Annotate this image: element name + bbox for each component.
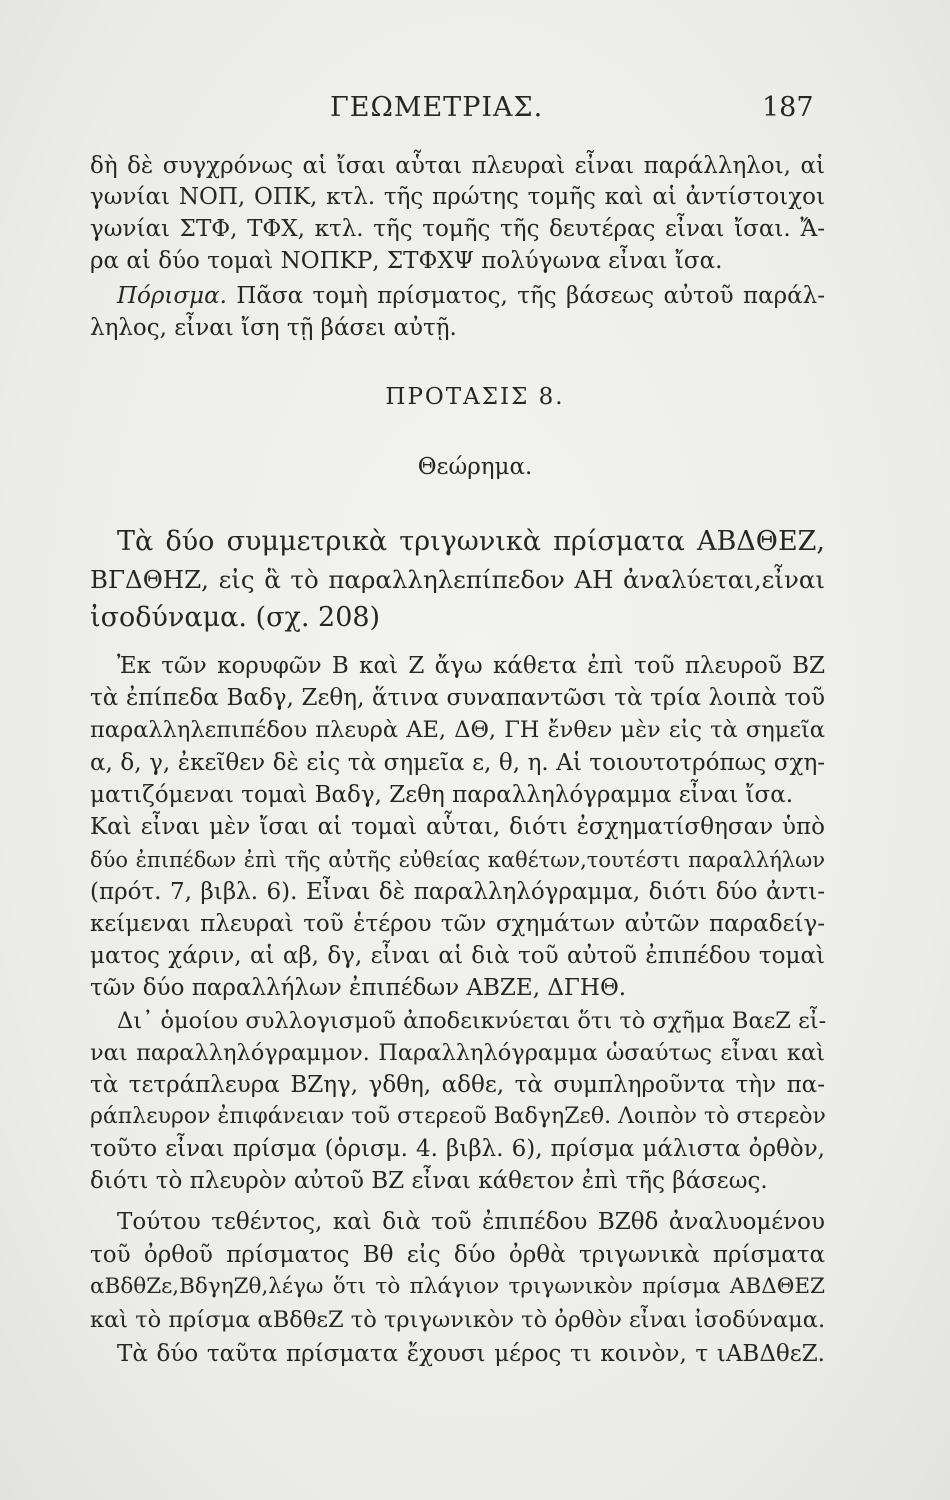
statement-line: ΒΓΔΘΗΖ, εἰς ἃ τὸ παραλληλεπίπεδον ΑΗ ἀναλύεται,εἶναι	[90, 565, 825, 594]
running-head	[0, 88, 950, 128]
text-line: τοῦτο εἶναι πρίσμα (ὁρισμ. 4. βιβλ. 6), πρίσμα μάλιστα ὀρθὸν,	[90, 1136, 825, 1162]
text-line: κείμεναι πλευραὶ τοῦ ἑτέρου τῶν σχημάτων αὐτῶν παραδείγ-	[90, 911, 825, 937]
text-line: Καὶ εἶναι μὲν ἴσαι αἱ τομαὶ αὗται, διότι ἐσχηματίσθησαν ὑπὸ	[90, 814, 825, 840]
text-line: (πρότ. 7, βιβλ. 6). Εἶναι δὲ παραλληλόγραμμα, διότι δύο ἀντι-	[90, 879, 825, 905]
text-line: δὴ δὲ συγχρόνως αἱ ἴσαι αὗται πλευραὶ εἶναι παράλληλοι, αἱ	[90, 153, 825, 179]
statement-line: Τὰ δύο συμμετρικὰ τριγωνικὰ πρίσματα ΑΒΔΘΕΖ,	[117, 526, 825, 557]
text-line: Ἐκ τῶν κορυφῶν Β καὶ Ζ ἄγω κάθετα ἐπὶ τοῦ πλευροῦ ΒΖ	[117, 653, 825, 679]
porisma-text: Πᾶσα τομὴ πρίσματος, τῆς βάσεως αὐτοῦ παράλ-	[236, 283, 826, 309]
text-line: Τούτου τεθέντος, καὶ διὰ τοῦ ἐπιπέδου ΒΖθδ ἀναλυομένου	[117, 1209, 825, 1235]
text-line: παραλληλεπιπέδου πλευρὰ ΑΕ, ΔΘ, ΓΗ ἔνθεν μὲν εἰς τὰ σημεῖα	[90, 717, 825, 743]
text-line: ρα αἱ δύο τομαὶ ΝΟΠΚΡ, ΣΤΦΧΨ πολύγωνα εἶναι ἴσα.	[90, 248, 723, 274]
text-line: ματος χάριν, αἱ αβ, δγ, εἶναι αἱ διὰ τοῦ αὐτοῦ ἐπιπέδου τομαὶ	[90, 943, 825, 969]
text-line: τῶν δύο παραλλήλων ἐπιπέδων ΑΒΖΕ, ΔΓΗΘ.	[90, 975, 627, 1001]
text-line: Τὰ δύο ταῦτα πρίσματα ἔχουσι μέρος τι κοινὸν, τ ιΑΒΔθεΖ.	[117, 1341, 825, 1367]
text-line: ράπλευρον ἐπιφάνειαν τοῦ στερεοῦ ΒαδγηΖεθ. Λοιπὸν τὸ στερεὸν	[90, 1104, 826, 1129]
text-line: γωνίαι ΣΤΦ, ΤΦΧ, κτλ. τῆς τομῆς τῆς δευτέρας εἶναι ἴσαι. Ἄ-	[90, 216, 825, 242]
text-line: διότι τὸ πλευρὸν αὐτοῦ ΒΖ εἶναι κάθετον ἐπὶ τῆς βάσεως.	[90, 1168, 768, 1194]
text-line: γωνίαι ΝΟΠ, ΟΠΚ, κτλ. τῆς πρώτης τομῆς καὶ αἱ ἀντίστοιχοι	[90, 184, 825, 210]
text-line: τὰ τετράπλευρα ΒΖηγ, γδθη, αδθε, τὰ συμπληροῦντα τὴν πα-	[90, 1072, 825, 1098]
text-line: ληλος, εἶναι ἴση τῇ βάσει αὐτῇ.	[90, 315, 457, 341]
text-line: τοῦ ὀρθοῦ πρίσματος Βθ εἰς δύο ὀρθὰ τριγωνικὰ πρίσματα	[90, 1242, 825, 1268]
text-line: δύο ἐπιπέδων ἐπὶ τῆς αὐτῆς εὐθείας καθέτων,τουτέστι παραλλήλων	[90, 848, 825, 872]
page-number: 187	[762, 92, 814, 123]
text-line: ναι παραλληλόγραμμον. Παραλληλόγραμμα ὡσαύτως εἶναι καὶ	[90, 1040, 825, 1066]
text-line: α, δ, γ, ἐκεῖθεν δὲ εἰς τὰ σημεῖα ε, θ, η. Αἱ τοιουτοτρόπως σχη-	[90, 750, 825, 776]
porisma-line	[117, 281, 825, 311]
text-line: τὰ ἐπίπεδα Βαδγ, Ζεθη, ἅτινα συναπαντῶσι τὰ τρία λοιπὰ τοῦ	[90, 685, 825, 711]
porisma-label: Πόρισμα.	[117, 283, 227, 309]
text-line: ματιζόμεναι τομαὶ Βαδγ, Ζεθη παραλληλόγραμμα εἶναι ἴσα.	[90, 782, 794, 808]
running-head-title: ΓΕΩΜΕΤΡΙΑΣ.	[330, 92, 544, 123]
statement-line: ἰσοδύναμα. (σχ. 208)	[90, 602, 381, 633]
proposition-heading: ΠΡΟΤΑΣΙΣ 8.	[385, 384, 565, 410]
text-line: Δι᾽ ὁμοίου συλλογισμοῦ ἀποδεικνύεται ὅτι τὸ σχῆμα ΒαεΖ εἶ-	[117, 1008, 827, 1034]
theorem-heading: Θεώρημα.	[417, 454, 533, 480]
text-line: αΒδθΖε,ΒδγηΖθ,λέγω ὅτι τὸ πλάγιον τριγωνικὸν πρίσμα ΑΒΔΘΕΖ	[90, 1274, 825, 1299]
text-line: καὶ τὸ πρίσμα αΒδθεΖ τὸ τριγωνικὸν τὸ ὀρθὸν εἶναι ἰσοδύναμα.	[90, 1307, 826, 1333]
